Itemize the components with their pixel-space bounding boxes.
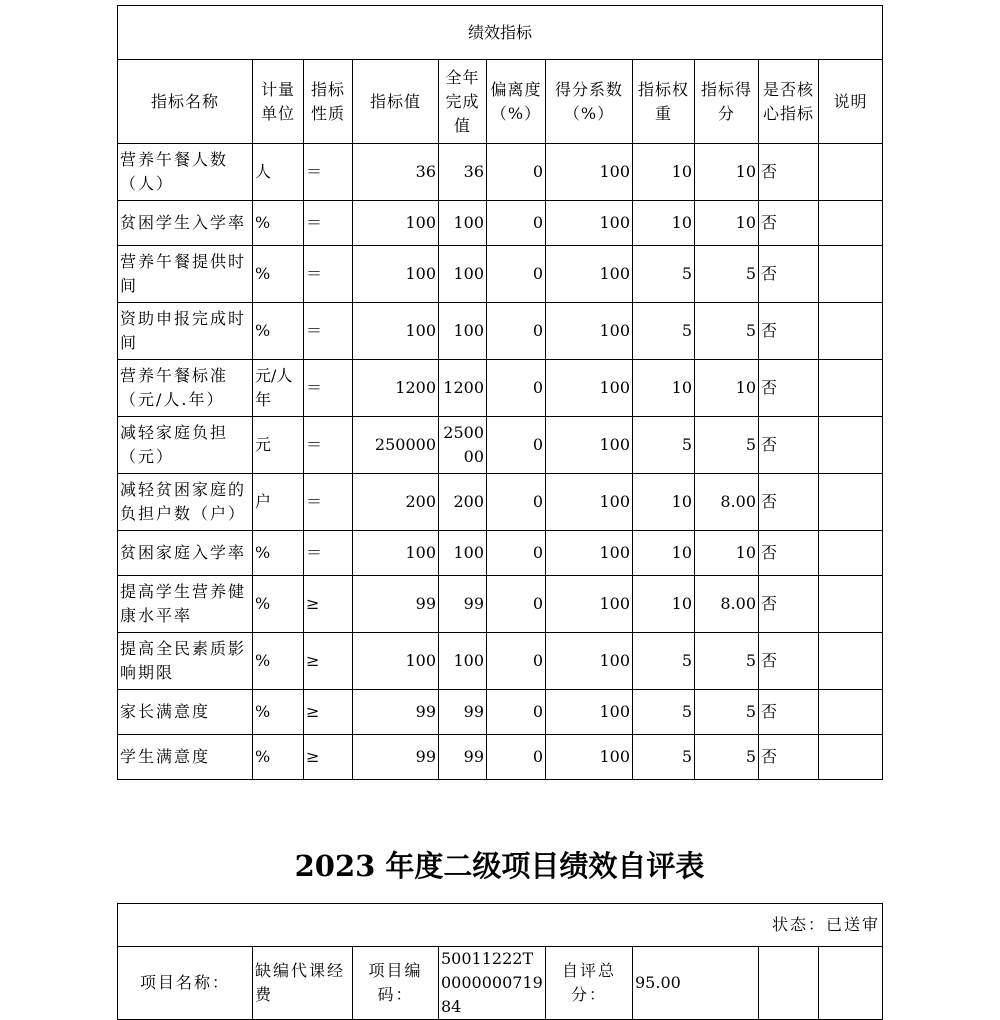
- unit-cell: 元/人年: [253, 360, 304, 417]
- score-cell: 5: [695, 303, 759, 360]
- note-cell: [819, 633, 883, 690]
- nature-cell: ＝: [304, 531, 353, 576]
- empty-cell: [819, 947, 883, 1020]
- actual-value-cell: 99: [439, 576, 487, 633]
- weight-cell: 5: [633, 246, 695, 303]
- nature-cell: ≥: [304, 690, 353, 735]
- deviation-cell: 0: [487, 474, 546, 531]
- target-value-cell: 1200: [353, 360, 439, 417]
- table-row: [118, 360, 883, 417]
- table-row: [118, 531, 883, 576]
- weight-cell: 10: [633, 531, 695, 576]
- score-cell: 5: [695, 417, 759, 474]
- self-evaluation-table: [117, 903, 883, 1020]
- coefficient-cell: 100: [546, 576, 633, 633]
- score-cell: 5: [695, 633, 759, 690]
- coefficient-cell: 100: [546, 474, 633, 531]
- actual-value-cell: 100: [439, 531, 487, 576]
- table-row: [118, 735, 883, 780]
- indicator-name: 减轻家庭负担（元）: [118, 417, 253, 474]
- indicator-name: 资助申报完成时间: [118, 303, 253, 360]
- actual-value-cell: 100: [439, 246, 487, 303]
- score-cell: 10: [695, 531, 759, 576]
- note-cell: [819, 576, 883, 633]
- unit-cell: 人: [253, 144, 304, 201]
- is-core-cell: 否: [759, 576, 819, 633]
- table-caption: 绩效指标: [118, 6, 883, 60]
- table-row: [118, 417, 883, 474]
- project-code-label: 项目编码：: [353, 947, 439, 1020]
- target-value-cell: 100: [353, 303, 439, 360]
- header-nature: 指标性质: [304, 60, 353, 144]
- indicator-name: 营养午餐提供时间: [118, 246, 253, 303]
- actual-value-cell: 1200: [439, 360, 487, 417]
- score-cell: 5: [695, 690, 759, 735]
- note-cell: [819, 303, 883, 360]
- unit-cell: %: [253, 576, 304, 633]
- nature-cell: ＝: [304, 201, 353, 246]
- is-core-cell: 否: [759, 531, 819, 576]
- table-row: [118, 246, 883, 303]
- target-value-cell: 100: [353, 633, 439, 690]
- coefficient-cell: 100: [546, 531, 633, 576]
- note-cell: [819, 690, 883, 735]
- nature-cell: ＝: [304, 474, 353, 531]
- actual-value-cell: 36: [439, 144, 487, 201]
- header-target-value: 指标值: [353, 60, 439, 144]
- target-value-cell: 36: [353, 144, 439, 201]
- nature-cell: ≥: [304, 633, 353, 690]
- target-value-cell: 99: [353, 576, 439, 633]
- deviation-cell: 0: [487, 417, 546, 474]
- score-cell: 8.00: [695, 576, 759, 633]
- page-title: 2023 年度二级项目绩效自评表: [294, 849, 705, 883]
- weight-cell: 10: [633, 474, 695, 531]
- note-cell: [819, 474, 883, 531]
- indicator-name: 提高学生营养健康水平率: [118, 576, 253, 633]
- weight-cell: 10: [633, 201, 695, 246]
- indicator-name: 提高全民素质影响期限: [118, 633, 253, 690]
- weight-cell: 5: [633, 690, 695, 735]
- score-cell: 5: [695, 735, 759, 780]
- coefficient-cell: 100: [546, 417, 633, 474]
- coefficient-cell: 100: [546, 690, 633, 735]
- project-code-value: 50011222T000000071984: [439, 947, 546, 1020]
- nature-cell: ＝: [304, 417, 353, 474]
- nature-cell: ＝: [304, 246, 353, 303]
- indicator-name: 学生满意度: [118, 735, 253, 780]
- header-note: 说明: [819, 60, 883, 144]
- target-value-cell: 100: [353, 531, 439, 576]
- note-cell: [819, 144, 883, 201]
- nature-cell: ＝: [304, 360, 353, 417]
- note-cell: [819, 417, 883, 474]
- unit-cell: %: [253, 246, 304, 303]
- score-cell: 10: [695, 360, 759, 417]
- nature-cell: ≥: [304, 735, 353, 780]
- unit-cell: %: [253, 303, 304, 360]
- target-value-cell: 200: [353, 474, 439, 531]
- unit-cell: 户: [253, 474, 304, 531]
- note-cell: [819, 201, 883, 246]
- score-cell: 10: [695, 201, 759, 246]
- deviation-cell: 0: [487, 735, 546, 780]
- target-value-cell: 99: [353, 735, 439, 780]
- table-row: [118, 303, 883, 360]
- self-score-label: 自评总分：: [546, 947, 633, 1020]
- coefficient-cell: 100: [546, 735, 633, 780]
- is-core-cell: 否: [759, 144, 819, 201]
- project-name-label: 项目名称：: [118, 947, 253, 1020]
- unit-cell: 元: [253, 417, 304, 474]
- actual-value-cell: 99: [439, 735, 487, 780]
- is-core-cell: 否: [759, 633, 819, 690]
- is-core-cell: 否: [759, 735, 819, 780]
- table-row: [118, 201, 883, 246]
- deviation-cell: 0: [487, 201, 546, 246]
- weight-cell: 5: [633, 417, 695, 474]
- is-core-cell: 否: [759, 201, 819, 246]
- target-value-cell: 100: [353, 246, 439, 303]
- header-weight: 指标权重: [633, 60, 695, 144]
- deviation-cell: 0: [487, 246, 546, 303]
- deviation-cell: 0: [487, 531, 546, 576]
- actual-value-cell: 200: [439, 474, 487, 531]
- weight-cell: 10: [633, 360, 695, 417]
- empty-cell: [759, 947, 819, 1020]
- header-score-coefficient: 得分系数（%）: [546, 60, 633, 144]
- unit-cell: %: [253, 690, 304, 735]
- unit-cell: %: [253, 633, 304, 690]
- indicator-name: 家长满意度: [118, 690, 253, 735]
- unit-cell: %: [253, 201, 304, 246]
- header-unit: 计量单位: [253, 60, 304, 144]
- performance-indicator-table: [117, 5, 883, 780]
- weight-cell: 5: [633, 633, 695, 690]
- score-cell: 8.00: [695, 474, 759, 531]
- weight-cell: 5: [633, 303, 695, 360]
- is-core-cell: 否: [759, 417, 819, 474]
- actual-value-cell: 99: [439, 690, 487, 735]
- coefficient-cell: 100: [546, 246, 633, 303]
- coefficient-cell: 100: [546, 144, 633, 201]
- nature-cell: ＝: [304, 303, 353, 360]
- actual-value-cell: 250000: [439, 417, 487, 474]
- header-score: 指标得分: [695, 60, 759, 144]
- deviation-cell: 0: [487, 303, 546, 360]
- note-cell: [819, 531, 883, 576]
- actual-value-cell: 100: [439, 633, 487, 690]
- is-core-cell: 否: [759, 690, 819, 735]
- table-row: [118, 633, 883, 690]
- self-score-value: 95.00: [633, 947, 759, 1020]
- target-value-cell: 250000: [353, 417, 439, 474]
- header-deviation: 偏离度（%）: [487, 60, 546, 144]
- target-value-cell: 99: [353, 690, 439, 735]
- score-cell: 5: [695, 246, 759, 303]
- table-row: [118, 144, 883, 201]
- weight-cell: 10: [633, 144, 695, 201]
- deviation-cell: 0: [487, 144, 546, 201]
- coefficient-cell: 100: [546, 360, 633, 417]
- header-indicator-name: 指标名称: [118, 60, 253, 144]
- indicator-name: 贫困学生入学率: [118, 201, 253, 246]
- is-core-cell: 否: [759, 246, 819, 303]
- coefficient-cell: 100: [546, 633, 633, 690]
- header-is-core: 是否核心指标: [759, 60, 819, 144]
- note-cell: [819, 246, 883, 303]
- coefficient-cell: 100: [546, 201, 633, 246]
- deviation-cell: 0: [487, 690, 546, 735]
- indicator-name: 营养午餐标准（元/人.年）: [118, 360, 253, 417]
- indicator-name: 营养午餐人数（人）: [118, 144, 253, 201]
- status-badge: 状态：已送审: [118, 904, 883, 947]
- score-cell: 10: [695, 144, 759, 201]
- coefficient-cell: 100: [546, 303, 633, 360]
- target-value-cell: 100: [353, 201, 439, 246]
- header-actual-value: 全年完成值: [439, 60, 487, 144]
- indicator-name: 贫困家庭入学率: [118, 531, 253, 576]
- table-row: [118, 576, 883, 633]
- is-core-cell: 否: [759, 303, 819, 360]
- table-row: [118, 690, 883, 735]
- nature-cell: ＝: [304, 144, 353, 201]
- is-core-cell: 否: [759, 360, 819, 417]
- deviation-cell: 0: [487, 576, 546, 633]
- deviation-cell: 0: [487, 633, 546, 690]
- is-core-cell: 否: [759, 474, 819, 531]
- project-name-value: 缺编代课经费: [253, 947, 353, 1020]
- actual-value-cell: 100: [439, 303, 487, 360]
- weight-cell: 5: [633, 735, 695, 780]
- note-cell: [819, 735, 883, 780]
- weight-cell: 10: [633, 576, 695, 633]
- deviation-cell: 0: [487, 360, 546, 417]
- indicator-name: 减轻贫困家庭的负担户数（户）: [118, 474, 253, 531]
- nature-cell: ≥: [304, 576, 353, 633]
- note-cell: [819, 360, 883, 417]
- actual-value-cell: 100: [439, 201, 487, 246]
- unit-cell: %: [253, 735, 304, 780]
- table-row: [118, 474, 883, 531]
- unit-cell: %: [253, 531, 304, 576]
